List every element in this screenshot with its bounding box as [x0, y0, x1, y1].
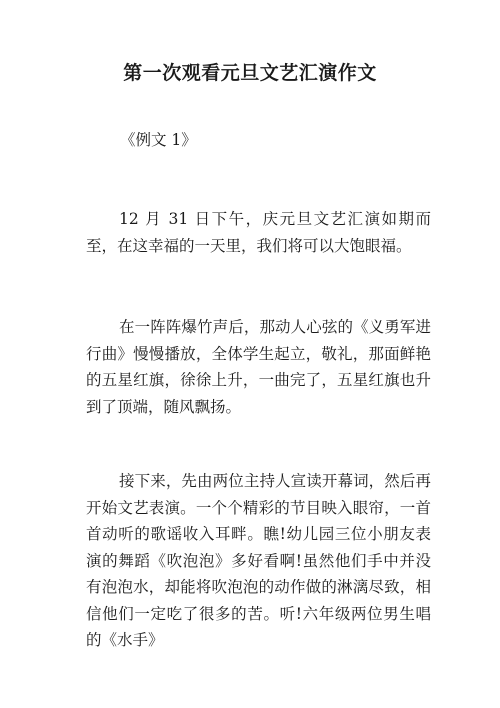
- paragraph-1: 12 月 31 日下午，庆元旦文艺汇演如期而至，在这幸福的一天里，我们将可以大饱眼福。: [86, 210, 431, 255]
- paragraph-3: 接下来，先由两位主持人宣读开幕词，然后再开始文艺表演。一个个精彩的节目映入眼帘，一首首动听的歌谣收入耳畔。瞧!幼儿园三位小朋友表演的舞蹈《吹泡泡》多好看啊!虽然他们手中并没有泡泡水，却能将吹泡泡的动作做的淋漓尽致，相信他们一定吃了很多的苦。听!六年级两位男生唱的《水手》: [86, 472, 431, 649]
- document-title: 第一次观看元旦文艺汇演作文: [123, 62, 377, 84]
- example-label: 《例文 1》: [120, 131, 197, 149]
- paragraph-2: 在一阵阵爆竹声后，那动人心弦的《义勇军进行曲》慢慢播放，全体学生起立，敬礼，那面鲜艳的五星红旗，徐徐上升，一曲完了，五星红旗也升到了顶端，随风飘扬。: [86, 318, 431, 416]
